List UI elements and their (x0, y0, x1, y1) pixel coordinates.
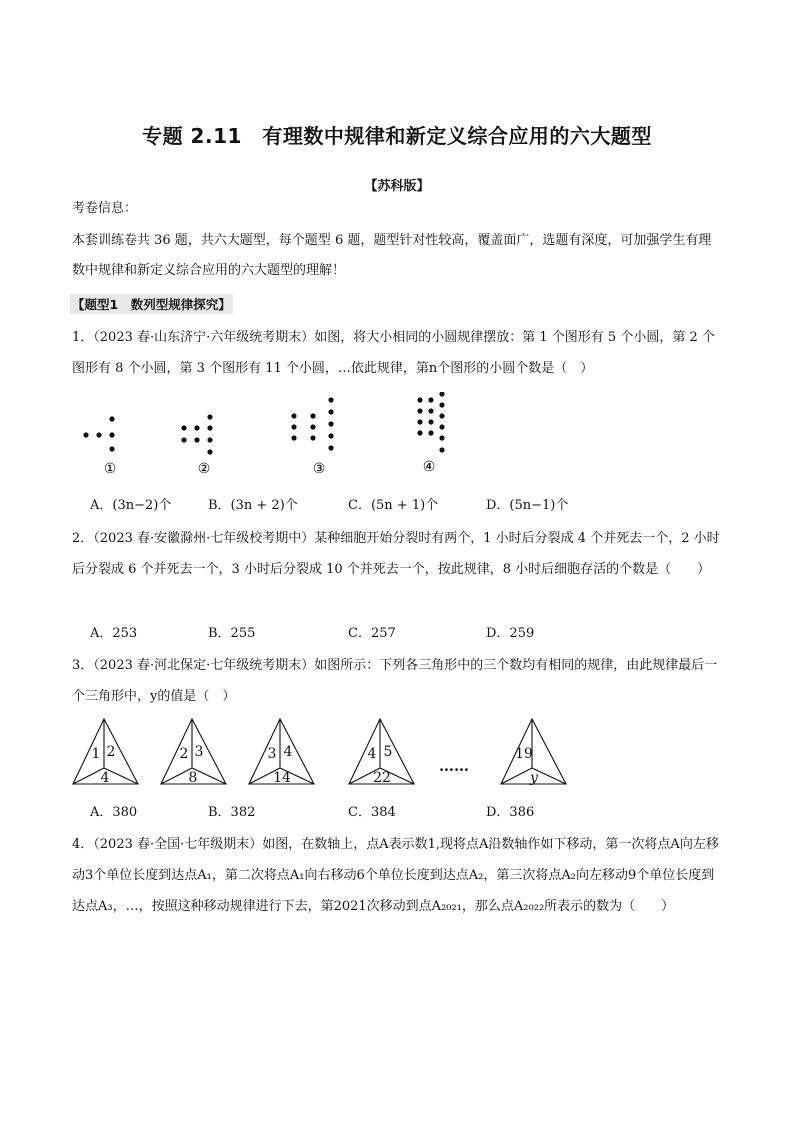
option-a[interactable]: A．(3n−2)个 (90, 498, 172, 513)
question-2-options (0, 626, 794, 642)
question-1-text: 1．（2023 春·山东济宁·六年级统考期末）如图，将大小相同的小圆规律摆放：第 1 个图形有 5 个小圆，第 2 个图形有 8 个小圆，第 3 个图形有 11 个小圆，…依此规律，第n个图形的小圆个数是（ ） (72, 330, 715, 376)
triangle-2-left: 2 (179, 746, 189, 762)
triangle-2-right: 3 (194, 744, 204, 760)
option-d[interactable]: D．386 (486, 805, 535, 820)
option-b[interactable]: B．(3n + 2)个 (208, 498, 298, 513)
triangle-3-right: 4 (283, 744, 293, 760)
page-title: 专题 2.11 有理数中规律和新定义综合应用的六大题型 (142, 124, 652, 148)
triangle-pattern-figure (70, 716, 710, 790)
question-1-options (0, 498, 794, 514)
section-heading-1: 【题型1 数列型规律探究】 (70, 294, 233, 314)
figure-label-3: ③ (312, 461, 326, 477)
triangle-4-right: 5 (383, 744, 393, 760)
option-a[interactable]: A．253 (90, 626, 138, 641)
option-c[interactable]: C．257 (348, 626, 396, 641)
triangle-4-left: 4 (367, 746, 377, 762)
option-a[interactable]: A．380 (90, 805, 138, 820)
dot-pattern-figure (70, 392, 470, 482)
triangle-3-bottom: 14 (273, 770, 291, 786)
question-2-text: 2．（2023 春·安徽滁州·七年级校考期中）某种细胞开始分裂时有两个，1 小时后分裂成 4 个并死去一个，2 小时后分裂成 6 个并死去一个，3 小时后分裂成 10 个并死去一个，按此规律，8 小时后细胞存活的个数是（ ） (72, 531, 720, 577)
triangle-5-left: 19 (515, 746, 533, 762)
figure-label-1: ① (103, 461, 117, 477)
option-d[interactable]: D．(5n−1)个 (486, 498, 569, 513)
question-4-text: 4．（2023 春·全国·七年级期末）如图，在数轴上，点A表示数1,现将点A沿数轴作如下移动，第一次将点A向左移动3个单位长度到达点A₁，第二次将点A₁向右移动6个单位长度到达点A₂，第三次将点A₂向左移动9个单位长度到达点A₃，…，按照这种移动规律进行下去，第2021次移动到点A₂₀₂₁，那么点A₂₀₂₂所表示的数为（ ） (72, 837, 719, 914)
triangle-1-left: 1 (91, 746, 101, 762)
figure-label-4: ④ (422, 459, 436, 475)
triangle-3-left: 3 (267, 746, 277, 762)
option-d[interactable]: D．259 (486, 626, 535, 641)
edition-label: 【苏科版】 (364, 179, 430, 194)
question-3-text: 3．（2023 春·河北保定·七年级统考期末）如图所示：下列各三角形中的三个数均有相同的规律，由此规律最后一个三角形中，y的值是（ ） (72, 658, 718, 704)
option-c[interactable]: C．384 (348, 805, 396, 820)
triangle-1-bottom: 4 (100, 770, 110, 786)
triangle-5-bottom: y (530, 770, 538, 786)
option-b[interactable]: B．255 (208, 626, 256, 641)
option-c[interactable]: C．(5n + 1)个 (348, 498, 439, 513)
triangle-2-bottom: 8 (188, 770, 198, 786)
option-b[interactable]: B．382 (208, 805, 256, 820)
question-3-options (0, 805, 794, 821)
exam-info-label: 考卷信息： (72, 201, 138, 216)
triangle-4-bottom: 22 (373, 770, 391, 786)
triangle-1-right: 2 (106, 744, 116, 760)
intro-paragraph: 本套训练卷共 36 题，共六大题型，每个题型 6 题，题型针对性较高，覆盖面广，选题有深度，可加强学生有理数中规律和新定义综合应用的六大题型的理解！ (72, 233, 712, 278)
figure-label-2: ② (197, 461, 211, 477)
ellipsis: …… (439, 757, 469, 775)
